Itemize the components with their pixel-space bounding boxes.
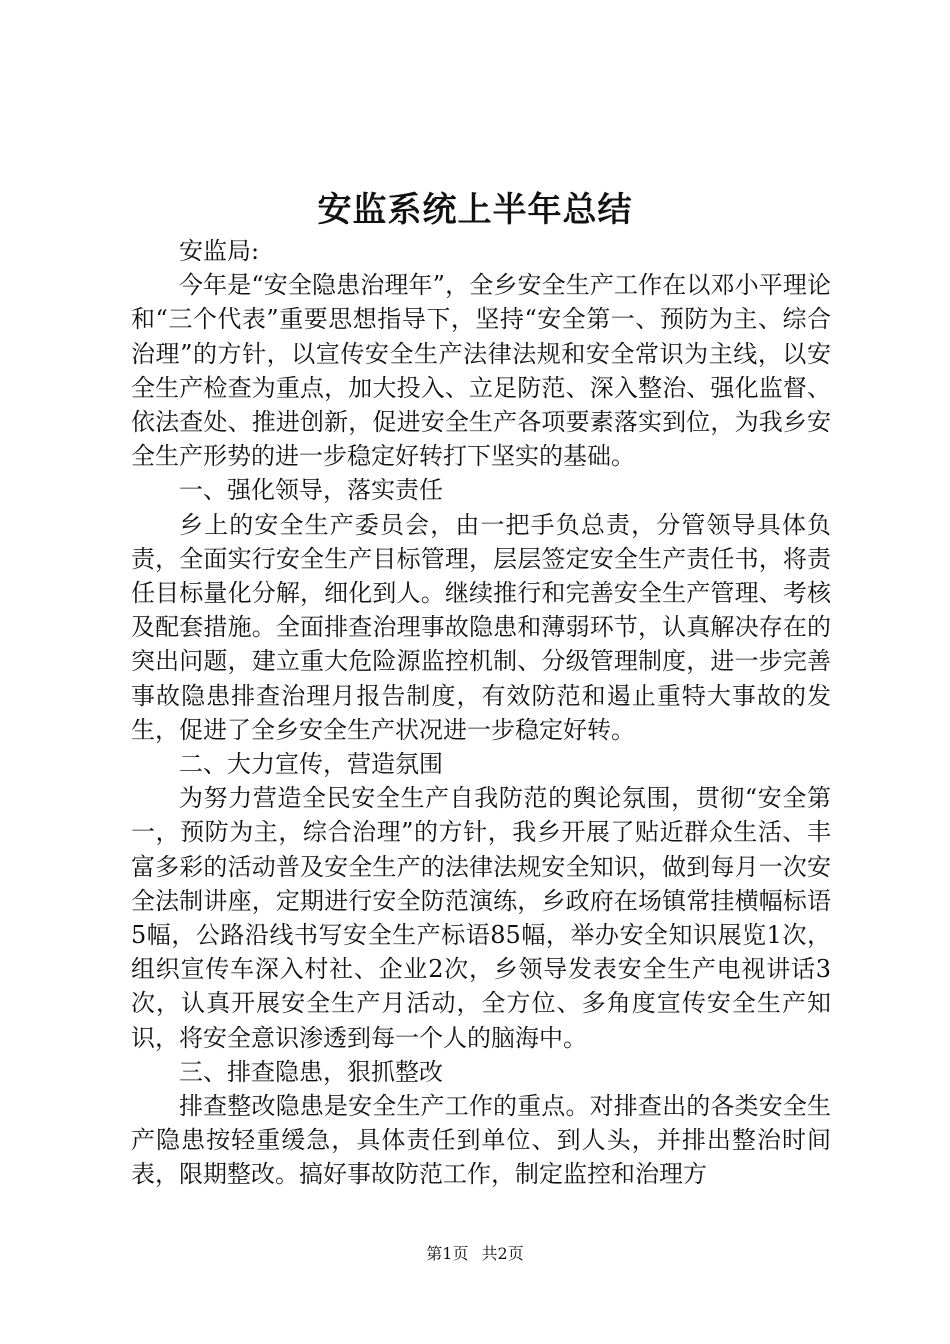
body-paragraph-section-3: 排查整改隐患是安全生产工作的重点。对排查出的各类安全生产隐患按轻重缓急，具体责任到单位、到人头，并排出整治时间表，限期整改。搞好事故防范工作，制定监控和治理方 — [131, 1092, 831, 1189]
body-paragraph-section-2: 为努力营造全民安全生产自我防范的舆论氛围，贯彻“安全第一，预防为主，综合治理”的方针，我乡开展了贴近群众生活、丰富多彩的活动普及安全生产的法律法规安全知识，做到每月一次安全法制讲座，定期进行安全防范演练，乡政府在场镇常挂横幅标语5幅，公路沿线书写安全生产标语85幅，举办安全知识展览1次，组织宣传车深入村社、企业2次，乡领导发表安全生产电视讲话3次，认真开展安全生产月活动，全方位、多角度宣传安全生产知识，将安全意识渗透到每一个人的脑海中。 — [131, 784, 831, 1052]
page-footer — [0, 1242, 950, 1266]
document-title: 安监系统上半年总结 — [317, 190, 633, 230]
section-heading-3: 三、排查隐患，狠抓整改 — [179, 1057, 443, 1086]
salutation: 安监局: — [179, 237, 260, 265]
section-heading-1: 一、强化领导，落实责任 — [179, 476, 443, 505]
page-number: 第1页 — [426, 1244, 469, 1263]
body-paragraph-intro: 今年是“安全隐患治理年”，全乡安全生产工作在以邓小平理论和“三个代表”重要思想指导下，坚持“安全第一、预防为主、综合治理”的方针，以宣传安全生产法律法规和安全常识为主线，以安全生产检查为重点，加大投入、立足防范、深入整治、强化监督、依法查处、推进创新，促进安全生产各项要素落实到位，为我乡安全生产形势的进一步稳定好转打下坚实的基础。 — [131, 271, 831, 471]
page-total: 共2页 — [481, 1244, 524, 1263]
section-heading-2: 二、大力宣传，营造氛围 — [179, 750, 443, 779]
document-body — [131, 234, 831, 1192]
body-paragraph-section-1: 乡上的安全生产委员会，由一把手负总责，分管领导具体负责，全面实行安全生产目标管理，层层签定安全生产责任书，将责任目标量化分解，细化到人。继续推行和完善安全生产管理、考核及配套措施。全面排查治理事故隐患和薄弱环节，认真解决存在的突出问题，建立重大危险源监控机制、分级管理制度，进一步完善事故隐患排查治理月报告制度，有效防范和遏止重特大事故的发生，促进了全乡安全生产状况进一步稳定好转。 — [131, 510, 831, 744]
